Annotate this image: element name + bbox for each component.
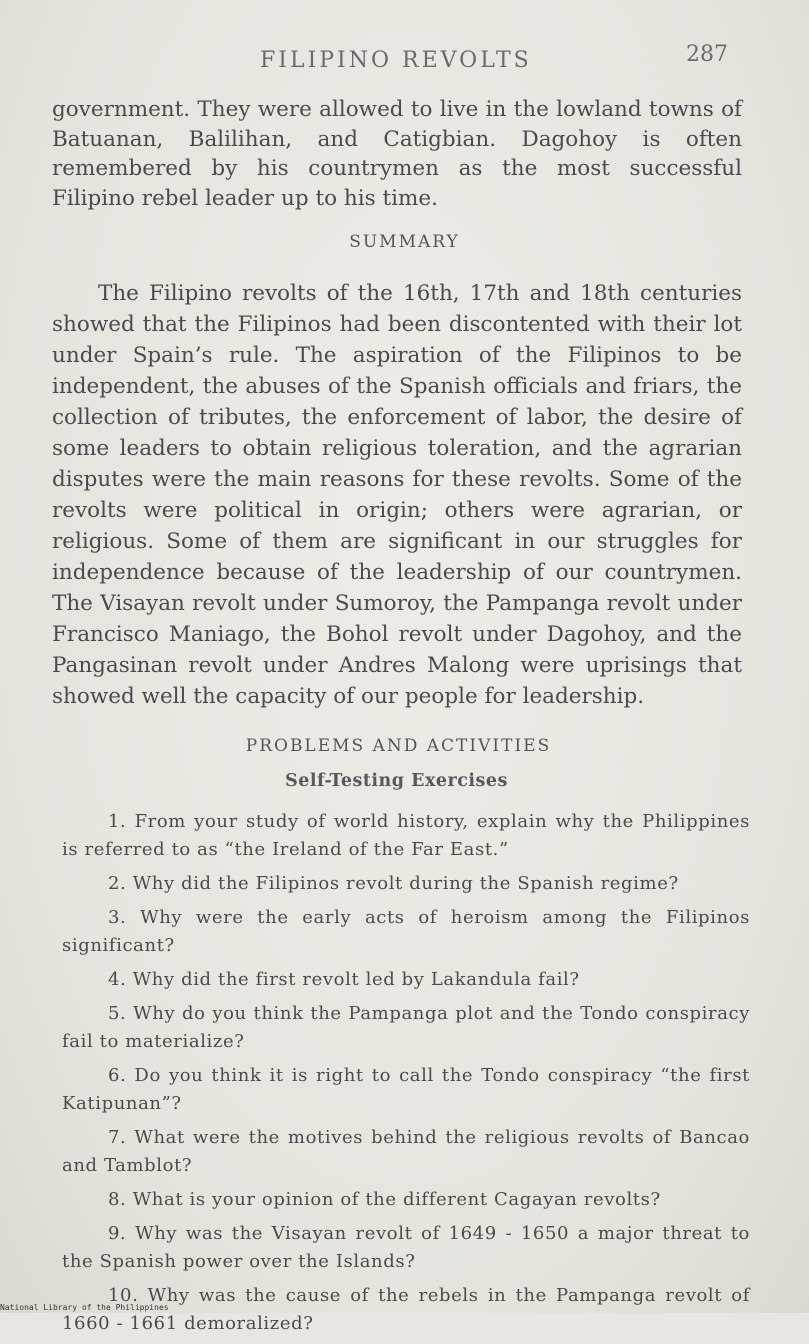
question-item: 9. Why was the Visayan revolt of 1649 - 1650 a major threat to the Spanish power over the Islands? xyxy=(62,1223,750,1272)
question-item: 4. Why did the first revolt led by Lakandula fail? xyxy=(108,969,580,990)
continuation-paragraph: government. They were allowed to live in the lowland towns of Batuanan, Balilihan, and Catigbian. Dagohoy is often remembered by his countrymen as the most successful Filipino rebel leader up to his time. xyxy=(52,97,742,211)
question-item: 2. Why did the Filipinos revolt during the Spanish regime? xyxy=(108,873,679,894)
continuation-block xyxy=(52,95,742,213)
running-title: FILIPINO REVOLTS xyxy=(260,48,532,73)
summary-heading: SUMMARY xyxy=(349,232,460,252)
question-item: 6. Do you think it is right to call the Tondo conspiracy “the first Katipunan”? xyxy=(62,1065,750,1114)
summary-paragraph: The Filipino revolts of the 16th, 17th and 18th centuries showed that the Filipinos had been discontented with their lot under Spain’s rule. The aspiration of the Filipinos to be independent, the abuses of the Spanish officials and friars, the collection of tributes, the enforcement of labor, the desire of some leaders to obtain religious toleration, and the agrarian disputes were the main reasons for these revolts. Some of the revolts were political in origin; others were agrarian, or religious. Some of them are significant in our struggles for independence because of the leadership of our countrymen. The Visayan revolt under Sumoroy, the Pampanga revolt under Francisco Maniago, the Bohol revolt under Dagohoy, and the Pangasinan revolt under Andres Malong were uprisings that showed well the capacity of our people for leadership. xyxy=(52,281,742,709)
summary-block xyxy=(52,278,742,712)
problems-heading: PROBLEMS AND ACTIVITIES xyxy=(245,736,552,756)
self-testing-subheading: Self-Testing Exercises xyxy=(285,771,508,791)
question-list xyxy=(62,808,750,1344)
question-item: 7. What were the motives behind the religious revolts of Bancao and Tamblot? xyxy=(62,1127,750,1176)
question-item: 3. Why were the early acts of heroism among the Filipinos significant? xyxy=(62,907,750,956)
page-number: 287 xyxy=(686,42,728,67)
page-header xyxy=(0,40,809,80)
library-credit: National Library of the Philippines xyxy=(0,1303,169,1312)
question-item: 10. Why was the cause of the rebels in the Pampanga revolt of 1660 - 1661 demoralized? xyxy=(62,1285,750,1334)
question-item: 8. What is your opinion of the different Cagayan revolts? xyxy=(108,1189,661,1210)
question-item: 5. Why do you think the Pampanga plot and the Tondo conspiracy fail to materialize? xyxy=(62,1003,750,1052)
question-item: 1. From your study of world history, explain why the Philippines is referred to as “the Ireland of the Far East.” xyxy=(62,811,750,860)
